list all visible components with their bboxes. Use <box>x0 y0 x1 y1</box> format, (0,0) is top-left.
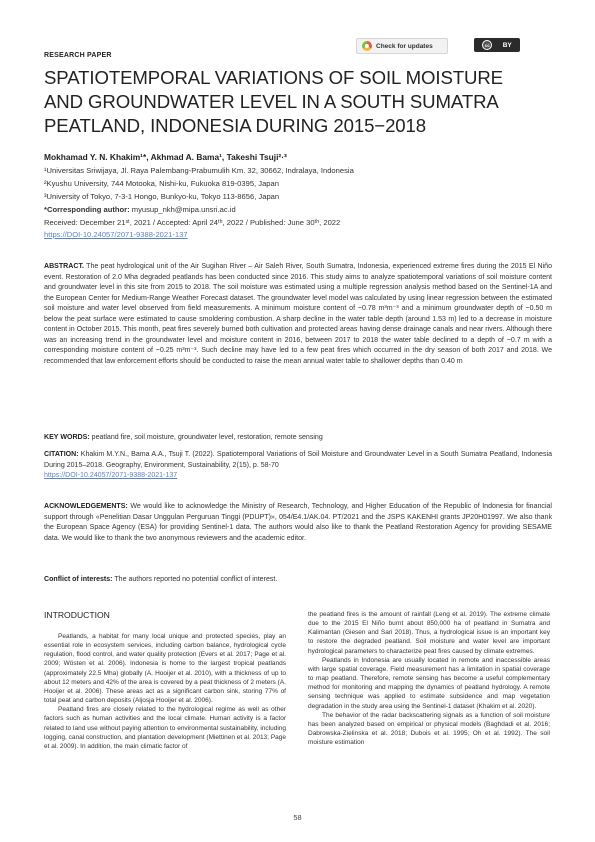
publication-dates: Received: December 21ˢᵗ, 2021 / Accepted: April 24ᵗʰ, 2022 / Published: June 30ᵗʰ, 2022 <box>44 218 341 227</box>
paragraph: Peatlands in Indonesia are usually located in remote and inaccessible areas with large spatial coverage. Field measurement has a limitation in spatial coverage to map peatland. Therefore, remote sensing has become a useful complementary method for monitoring and mapping the dynamics of peatland hydrology. A remote sensing technique was applied to estimate subsidence and map vegetation degradation in the study area using the Sentinel-1 dataset (Khakim et al. 2020). <box>308 656 550 710</box>
check-for-updates-label: Check for updates <box>376 42 433 50</box>
paragraph: The behavior of the radar backscattering signals as a function of soil moisture has been analyzed based on empirical or physical models (Baghdadi et al. 2016; Dabrowska-Zielinska et al. 2018; Dubois et al. 1995; Oh et al. 1992). The soil moisture estimation <box>308 711 550 747</box>
keywords-label: KEY WORDS: <box>44 434 90 441</box>
title-line: AND GROUNDWATER LEVEL IN A SOUTH SUMATRA <box>44 91 499 112</box>
title-line: SPATIOTEMPORAL VARIATIONS OF SOIL MOISTURE <box>44 67 503 88</box>
citation-text: Khakim M.Y.N., Bama A.A., Tsuji T. (2022). Spatiotemporal Variations of Soil Moisture and Groundwater Level in a South Sumatra Peatland, Indonesia During 2015–2018. Geography, Environment, Sustainability, 2(15), p. 58-70 <box>44 451 552 469</box>
affiliation: ²Kyushu University, 744 Motooka, Nishi-ku, Fukuoka 819-0395, Japan <box>44 179 279 188</box>
author-list: Mokhamad Y. N. Khakim¹*, Akhmad A. Bama¹, Takeshi Tsuji²·³ <box>44 152 287 162</box>
left-column <box>44 632 286 751</box>
paragraph: Peatlands, a habitat for many local unique and protected species, play an essential role in ecosystem services, including carbon balance, hydrological cycle regulation, flood control, and water quality protection (Evers et al. 2017; Page et al. 2009; Wösten et al. 2006). Indonesia is home to the largest tropical peatlands (approximately 22.5 Mha) globally (A. Hooijer et al. 2010), with a thickness of up to about 12 meters and 42% of the area is covered by a peat thickness of 2 meters (A. Hooijer et al. 2006). These areas act as a significant carbon sink, storing 77% of total peat and carbon deposits (Aljosja Hooijer et al. 2006). <box>44 633 286 705</box>
page-number: 58 <box>293 813 302 822</box>
abstract-text: The peat hydrological unit of the Air Sugihan River – Air Saleh River, South Sumatra, Indonesia, experienced extreme fires during the 2015 El Niño event. Restoration of 2.0 Mha degraded peatlands has been conducted since 2016. This study aims to analyze spatiotemporal variations of soil moisture content and groundwater level in this site from 2015 to 2018. The soil moisture was estimated using a multiple regression analysis method based on the Sentinel-1A and the European Center for Medium-Range Weather Forecast dataset. The groundwater level model was calculated by using linear regression between the estimated soil moisture and water level observed from field measurements. A minimum moisture content of ~0.78 m³m⁻³ and a minimum groundwater depth of ~0.50 m below the peat surface were estimated to cause smoldering combustion. A sharp decline in the water table depth (around 1.53 m) led to a decrease in moisture content in October 2015. This month, peat fires severely burned both cultivation and protected areas having dense drainage canals and near rivers. Although there was an increasing trend in the groundwater level and moisture content in 2016, between 2017 to 2018 the water table declined to a depth of ~0.7 m with a corresponding moisture content of ~0.25 m³m⁻³. Such decline may have led to a few peat fires which occurred in the dry season of both 2017 and 2018. We recommended that law enforcement efforts should be conducted to raise the mean annual water table to shallower depths than 0.40 m <box>44 263 552 365</box>
citation-label: CITATION: <box>44 451 79 458</box>
cc-icon: cc <box>482 40 492 50</box>
conflict-of-interest <box>44 575 552 586</box>
by-label: BY <box>502 41 512 49</box>
section-heading-introduction: INTRODUCTION <box>44 610 110 620</box>
crossmark-icon <box>362 41 372 51</box>
acknowledgements <box>44 502 552 544</box>
conflict-text: The authors reported no potential conflict of interest. <box>112 576 278 583</box>
section-label: RESEARCH PAPER <box>44 52 112 59</box>
abstract <box>44 262 552 367</box>
right-column <box>308 610 550 747</box>
header-bar <box>44 36 551 58</box>
abstract-label: ABSTRACT. <box>44 263 84 270</box>
keywords-text: peatland fire, soil moisture, groundwater level, restoration, remote sensing <box>89 434 323 441</box>
acknowledgements-text: We would like to acknowledge the Ministry of Research, Technology, and Higher Education of the Republic of Indonesia for financial support through «Penelitian Dasar Unggulan Perguruan Tinggi (PDUPT)», 054/E4.1/AK.04. PT/2021 and the JSPS KAKENHI grants JP20H01997. We also thank the European Space Agency (ESA) for providing Sentinel-1 data. The authors would also like to thank the Peatland Restoration Agency for providing SESAME data. We would like to thank the two anonymous reviewers and the academic editor. <box>44 503 552 542</box>
corresponding-author <box>44 205 236 215</box>
doi-link[interactable]: https://DOI-10.24057/2071-9388-2021-137 <box>44 230 188 239</box>
citation-doi-link[interactable]: https://DOI-10.24057/2071-9388-2021-137 <box>44 472 178 479</box>
check-for-updates-button[interactable] <box>356 38 448 54</box>
keywords <box>44 433 552 444</box>
corresponding-label: *Corresponding author: <box>44 205 130 214</box>
acknowledgements-label: ACKNOWLEDGEMENTS: <box>44 503 128 510</box>
affiliation: ¹Universitas Sriwijaya, Jl. Raya Palembang-Prabumulih Km. 32, 30662, Indralaya, Indonesia <box>44 166 354 175</box>
conflict-label: Conflict of interests: <box>44 576 113 583</box>
affiliation: ³University of Tokyo, 7-3-1 Hongo, Bunkyo-ku, Tokyo 113-8656, Japan <box>44 192 280 201</box>
citation <box>44 450 552 482</box>
corresponding-email[interactable]: myusup_nkh@mipa.unsri.ac.id <box>131 205 236 214</box>
title-line: PEATLAND, INDONESIA DURING 2015−2018 <box>44 115 427 136</box>
paper-title <box>44 66 544 138</box>
paragraph: Peatland fires are closely related to the hydrological regime as well as other factors such as human activities and the local climate. Human activity is a factor related to land use without paying attention to environmental sustainability, including logging, canal construction, and plantation development (Miettinen et al. 2013; Page et al. 2009). In addition, the main climatic factor of <box>44 706 286 750</box>
paragraph: the peatland fires is the amount of rainfall (Leng et al. 2019). The extreme climate due to the 2015 El Niño burnt about 850,000 ha of peatland in Sumatra and Kalimantan (Giesen and Sari 2018). Thus, a hydrological issue is an important key to restore the degraded peatland. Soil moisture and water level are important hydrological parameters to characterize peat fires caused by climate extremes. <box>308 611 550 655</box>
cc-by-license-badge[interactable] <box>474 38 520 52</box>
